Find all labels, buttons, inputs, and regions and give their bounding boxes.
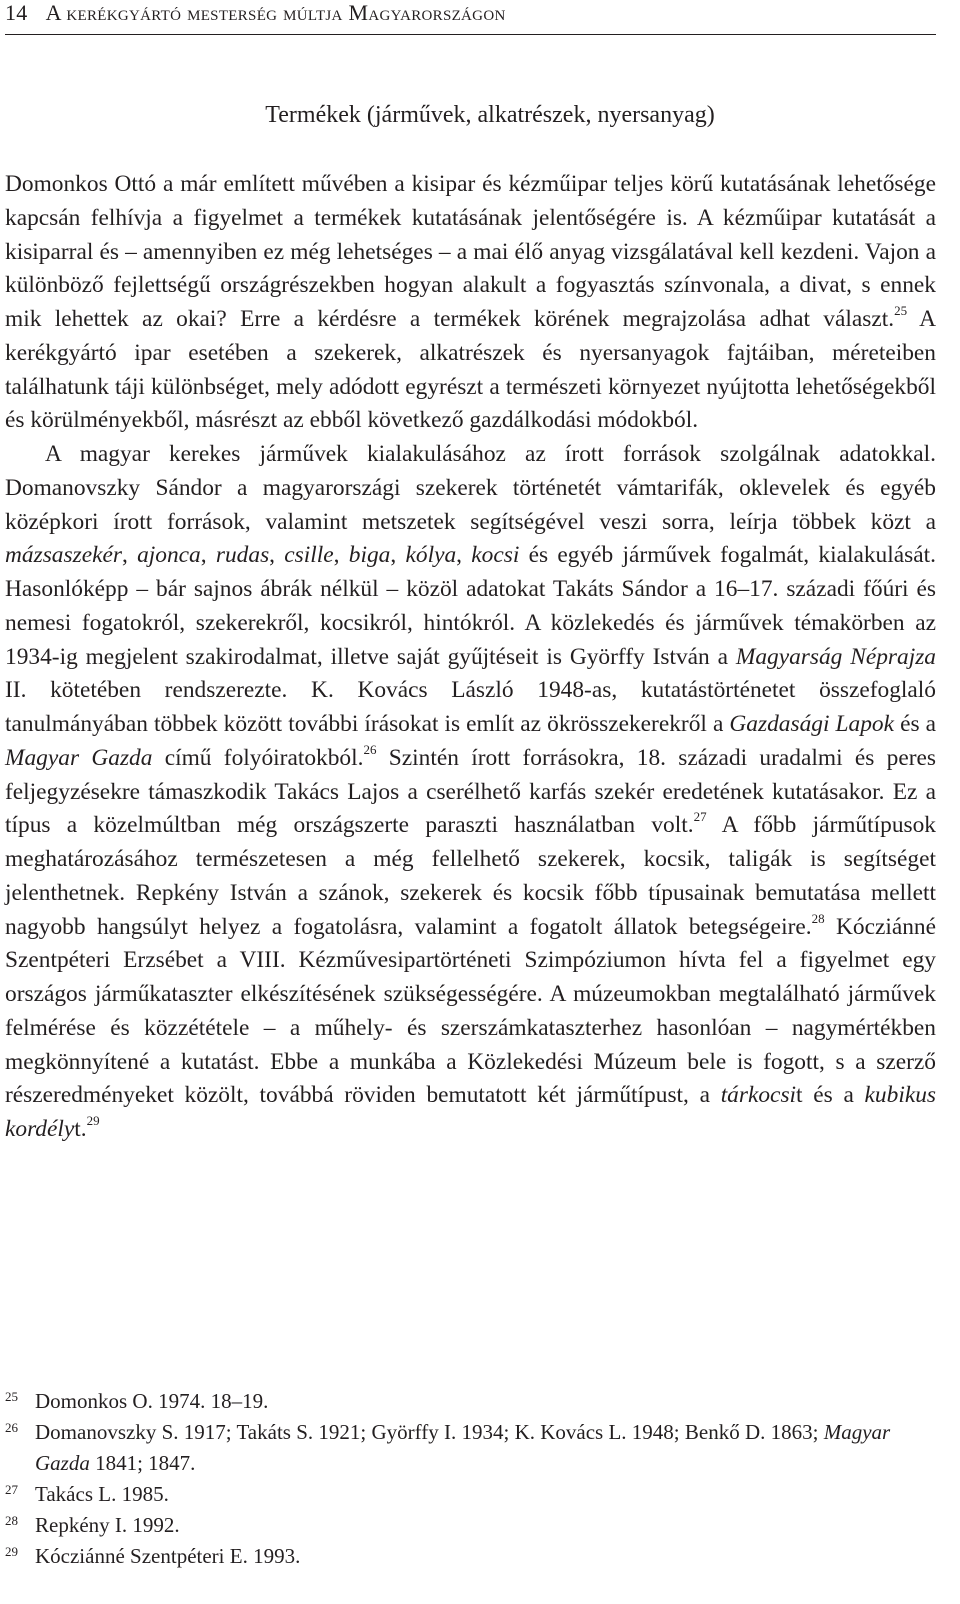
footnote-text	[35, 1417, 936, 1479]
italic-title: Magyarság Néprajza	[735, 643, 936, 670]
footnotes	[5, 1386, 936, 1572]
italic-term: csille	[284, 542, 334, 569]
page-number: 14	[5, 0, 28, 25]
text-run: című folyóiratokból.	[152, 744, 364, 771]
footnote-text: Domonkos O. 1974. 18–19.	[35, 1389, 269, 1413]
paragraph-2	[5, 438, 936, 1147]
footnote-number: 25	[5, 1389, 18, 1404]
text-run: Kócziánné Szentpéteri Erzsébet a VIII. Kézművesipartörténeti Szimpóziumon hívta fel a figyelmet egy országos járműkataszter elkészítésének szükségességére. A múzeumokban megtalálható járművek felmérése és közzététele – a műhely- és szerszámkataszterhez hasonlóan – nagymértékben megkönnyítené a kutatást. Ebbe a munkába a Közlekedési Múzeum bele is fogott, s a szerző részeredményeket közölt, továbbá röviden bemutatott két járműtípust, a	[5, 913, 936, 1109]
paragraph-1	[5, 168, 936, 438]
running-header	[5, 0, 936, 35]
footnote-number: 29	[5, 1544, 18, 1559]
italic-term: kocsi	[471, 542, 520, 569]
footnote-number: 26	[5, 1420, 18, 1435]
text-run: Szintén írott forrásokra, 18. századi uradalmi és peres feljegyzésekre támaszkodik Takács Lajos a cserélhető karfás szekér eredetének kutatásakor. Ez a típus a közelmúltban még országszerte paraszti használatban volt.	[5, 744, 936, 839]
footnote-number: 27	[5, 1482, 18, 1497]
footnote-ref-27: 27	[693, 809, 707, 825]
italic-term: kubikus kordély	[5, 1082, 936, 1142]
italic-term: ajonca	[137, 542, 201, 569]
text-run: ,	[456, 542, 472, 569]
italic-term: kólya	[405, 542, 457, 569]
italic-term: tárkocsi	[720, 1082, 797, 1109]
text-run: A kerékgyártó ipar esetében a szekerek, alkatrészek és nyersanyagok fajtáiban, méreteiben találhatunk táji különbséget, mely adódott egyrészt a természeti környezet nyújtotta lehetőségekből és körülményekből, másrészt az ebből következő gazdálkodási módokból.	[5, 306, 936, 434]
italic-title: Gazdasági Lapok	[729, 711, 895, 737]
footnote-text: Kócziánné Szentpéteri E. 1993.	[35, 1544, 301, 1568]
italic-term: rudas	[215, 542, 270, 569]
footnote-ref-26: 26	[363, 741, 377, 757]
footnote-text: Takács L. 1985.	[35, 1482, 169, 1506]
section-title: Termékek (járművek, alkatrészek, nyersanyag)	[265, 102, 715, 128]
text-run: ,	[121, 542, 138, 569]
footnote-ref-28: 28	[811, 910, 825, 926]
footnote-number: 28	[5, 1513, 18, 1528]
footnote	[5, 1386, 936, 1417]
text-run: ,	[390, 542, 406, 569]
body-text	[5, 168, 936, 1147]
footnote	[5, 1417, 936, 1479]
text-run: A magyar kerekes járművek kialakulásához az írott források szolgálnak adatokkal. Domanovszky Sándor a magyarországi szekerek történetét vámtarifák, oklevelek és egyéb középkori írott források, valamint metszetek segítségével veszi sorra, leírja többek közt a	[5, 441, 936, 535]
text-run: ,	[200, 542, 216, 569]
text-run: Domanovszky S. 1917; Takáts S. 1921; Györffy I. 1934; K. Kovács L. 1948; Benkő D. 1863;	[35, 1420, 824, 1444]
italic-title: Magyar Gazda	[35, 1420, 891, 1475]
footnote	[5, 1479, 936, 1510]
footnote	[5, 1510, 936, 1541]
text-run: t.	[74, 1116, 87, 1142]
italic-term: biga	[348, 542, 391, 569]
text-run: 1841; 1847.	[89, 1451, 196, 1475]
text-run: t és a	[796, 1082, 865, 1109]
running-title: A kerékgyártó mesterség múltja Magyarországon	[45, 0, 506, 25]
text-run: Domonkos Ottó a már említett művében a kisipar és kézműipar teljes körű kutatásának lehetősége kapcsán felhívja a figyelmet a termékek kutatásának jelentőségére is. A kézműipar kutatását a kisiparral és – amennyiben ez még lehetséges – a mai élő anyag vizsgálatával kell kezdeni. Vajon a különböző fejlettségű országrészekben hogyan alakult a fogyasztás színvonala, a divat, s ennek mik lehettek az okai? Erre a kérdésre a termékek körének megrajzolása adhat választ.	[5, 171, 936, 332]
text-run: és egyéb járművek fogalmát, kialakulását. Hasonlóképp – bár sajnos ábrák nélkül – közöl adatokat Takáts Sándor a 16–17. századi főúri és nemesi fogatokról, szekerekről, kocsikról, hintókról. A közlekedés és járművek témakörben az 1934-ig megjelent szakirodalmat, illetve saját gyűjtéseit is Györffy István a	[5, 542, 936, 670]
text-run: A főbb járműtípusok meghatározásához természetesen a még fellelhető szekerek, kocsik, taligák is segítséget jelenthetnek. Repkény István a szánok, szekerek és kocsik főbb típusainak bemutatása mellett nagyobb hangsúlyt helyez a fogatolásra, valamint a fogatolt állatok betegségeire.	[5, 812, 937, 940]
text-run: ,	[333, 542, 349, 569]
footnote	[5, 1541, 936, 1572]
text-run: II. kötetében rendszerezte. K. Kovács László 1948-as, kutatástörténetet összefoglaló tanulmányában többek között további írásokat is említ az ökrösszekerekről a	[5, 677, 936, 737]
footnote-text: Repkény I. 1992.	[35, 1513, 180, 1537]
italic-term: mázsaszekér	[5, 542, 122, 569]
text-run: és a	[894, 711, 936, 737]
italic-title: Magyar Gazda	[5, 744, 153, 771]
footnote-ref-29: 29	[86, 1113, 100, 1129]
footnote-ref-25: 25	[894, 303, 908, 319]
text-run: ,	[269, 542, 285, 569]
